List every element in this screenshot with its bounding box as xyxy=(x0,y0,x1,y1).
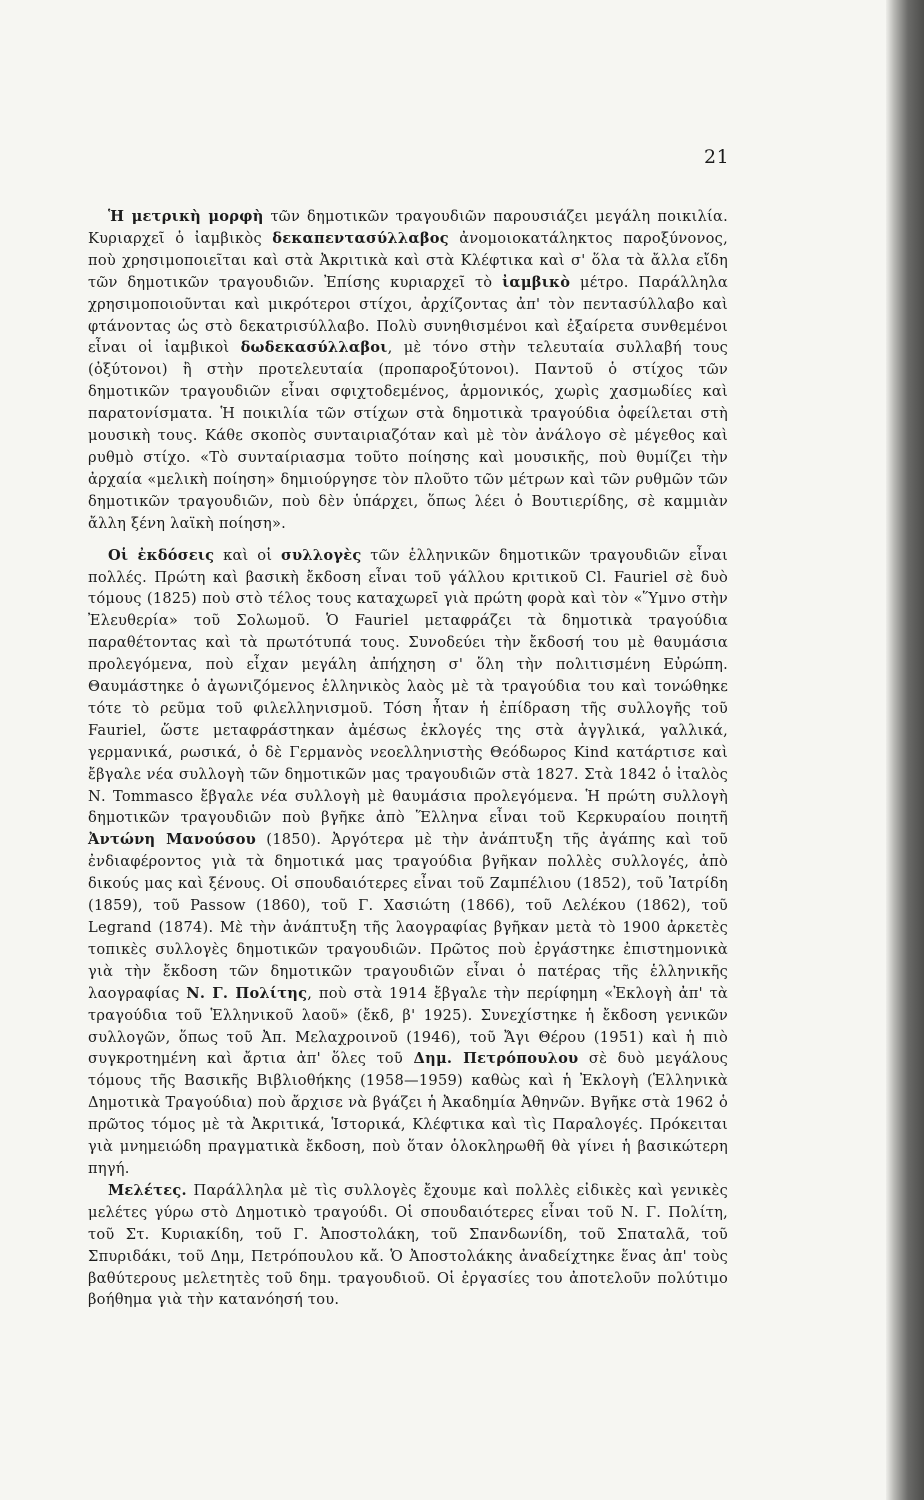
text-run: ἀνομοιοκατάληκτος παροξύνονος, ποὺ χρησιμοποιεῖται καὶ στὰ Ἀκριτικὰ καὶ στὰ Κλέφτικα καὶ σ' ὅλα τὰ ἄλλα εἴδη τῶν δημοτικῶν τραγουδιῶν. Ἐπίσης κυριαρχεῖ τὸ xyxy=(88,229,728,291)
bold-term: δεκαπεντασύλλαβος xyxy=(272,229,449,247)
text-run: σὲ δυὸ μεγάλους τόμους τῆς Βασικῆς Βιβλιοθήκης (1958—1959) καθὼς καὶ ἡ Ἐκλογὴ (Ἑλληνικὰ Δημοτικὰ Τραγούδια) ποὺ ἄρχισε νὰ βγάζει ἡ Ἀκαδημία Ἀθηνῶν. Βγῆκε στὰ 1962 ὁ πρῶτος τόμος μὲ τὰ Ἀκριτικά, Ἱστορικά, Κλέφτικα καὶ τὶς Παραλογές. Πρόκειται γιὰ μνημειώδη πραγματικὰ ἔκδοση, ποὺ ὅταν ὁλοκληρωθῆ θὰ γίνει ἡ βασικώτερη πηγή. xyxy=(88,1050,729,1177)
paragraph-metric-form xyxy=(88,206,728,535)
bold-term: δωδεκασύλλαβοι xyxy=(240,339,388,357)
text-run: , ποὺ στὰ 1914 ἔβγαλε τὴν περίφημη «Ἐκλογὴ ἀπ' τὰ τραγούδια τοῦ Ἑλληνικοῦ λαοῦ» (ἔκδ, β' 1925). Συνεχίστηκε ἡ ἔκδοση γενικῶν συλλογῶν, ὅπως τοῦ Ἀπ. Μελαχροινοῦ (1946), τοῦ Ἄγι Θέρου (1951) καὶ ἡ πιὸ συγκροτημένη καὶ ἄρτια ἀπ' ὅλες τοῦ xyxy=(88,984,729,1068)
paragraph-studies xyxy=(88,1180,728,1311)
bold-term: Ν. Γ. Πολίτης xyxy=(186,984,308,1002)
page-edge-shadow xyxy=(886,0,924,1500)
text-run: τῶν δημοτικῶν τραγουδιῶν παρουσιάζει μεγάλη ποικιλία. Κυριαρχεῖ ὁ ἰαμβικὸς xyxy=(88,208,728,247)
page-number: 21 xyxy=(704,146,730,168)
bold-term: Οἱ ἐκδόσεις xyxy=(108,546,215,564)
text-run: (1850). Ἀργότερα μὲ τὴν ἀνάπτυξη τῆς ἀγάπης καὶ τοῦ ἐνδιαφέροντος γιὰ τὰ δημοτικά μας τραγούδια βγῆκαν πολλὲς συλλογές, ἀπὸ δικούς μας καὶ ξένους. Οἱ σπουδαιότερες εἶναι τοῦ Ζαμπέλιου (1852), τοῦ Ἰατρίδη (1859), τοῦ Passow (1860), τοῦ Γ. Χασιώτη (1866), τοῦ Λελέκου (1862), τοῦ Legrand (1874). Μὲ τὴν ἀνάπτυξη τῆς λαογραφίας βγῆκαν μετὰ τὸ 1900 ἀρκετὲς τοπικὲς συλλογὲς δημοτικῶν τραγουδιῶν. Πρῶτος ποὺ ἐργάστηκε ἐπιστημονικὰ γιὰ τὴν ἔκδοση τῶν δημοτικῶν τραγουδιῶν εἶναι ὁ πατέρας τῆς ἑλληνικῆς λαογραφίας xyxy=(88,831,728,1002)
bold-term: Μελέτες. xyxy=(108,1181,187,1199)
bold-term: Δημ. Πετρόπουλου xyxy=(413,1050,579,1068)
bold-term: Ἡ μετρικὴ μορφὴ xyxy=(108,208,264,225)
text-run: , μὲ τόνο στὴν τελευταία συλλαβή τους (ὀξύτονοι) ἢ στὴν προτελευταία (προπαροξύτονοι). Παντοῦ ὁ στίχος τῶν δημοτικῶν τραγουδιῶν εἶναι σφιχτοδεμένος, ἁρμονικός, χωρὶς χασμωδίες καὶ παρατονίσματα. Ἡ ποικιλία τῶν στίχων στὰ δημοτικὰ τραγούδια ὀφείλεται στὴ μουσικὴ τους. Κάθε σκοπὸς συνταιριαζόταν καὶ μὲ τὸν ἀνάλογο σὲ μέγεθος καὶ ρυθμὸ στίχο. «Τὸ συνταίριασμα τοῦτο ποίησης καὶ μουσικῆς, ποὺ θυμίζει τὴν ἀρχαία «μελικὴ ποίηση» δημιούργησε τὸν πλοῦτο τῶν μέτρων καὶ τῶν ρυθμῶν τῶν δημοτικῶν τραγουδιῶν, ποὺ δὲν ὑπάρχει, ὅπως λέει ὁ Βουτιερίδης, σὲ καμμιὰν ἄλλη ξένη λαϊκὴ ποίηση». xyxy=(88,339,728,532)
text-run: καὶ οἱ xyxy=(214,546,282,564)
text-run: τῶν ἑλληνικῶν δημοτικῶν τραγουδιῶν εἶναι πολλές. Πρώτη καὶ βασικὴ ἔκδοση εἶναι τοῦ γάλλου κριτικοῦ Cl. Fauriel σὲ δυὸ τόμους (1825) ποὺ στὸ τέλος τους καταχωρεῖ γιὰ πρώτη φορὰ καὶ τὸν «Ὕμνο στὴν Ἐλευθερία» τοῦ Σολωμοῦ. Ὁ Fauriel μεταφράζει τὰ δημοτικὰ τραγούδια παραθέτοντας καὶ τὰ πρωτότυπά τους. Συνοδεύει τὴν ἔκδοσή του μὲ θαυμάσια προλεγόμενα, ποὺ εἶχαν μεγάλη ἀπήχηση σ' ὅλη τὴν πολιτισμένη Εὐρώπη. Θαυμάστηκε ὁ ἀγωνιζόμενος ἑλληνικὸς λαὸς μὲ τὰ τραγούδια του καὶ τονώθηκε τότε τὸ ρεῦμα τοῦ φιλελληνισμοῦ. Τόση ἦταν ἡ ἐπίδραση τῆς συλλογῆς τοῦ Fauriel, ὥστε μεταφράστηκαν ἀμέσως ἐκλογές της στὰ ἀγγλικά, γαλλικά, γερμανικά, ρωσικά, ὁ δὲ Γερμανὸς νεοελληνιστὴς Θεόδωρος Kind κατάρτισε καὶ ἔβγαλε νέα συλλογὴ τῶν δημοτικῶν μας τραγουδιῶν στὰ 1827. Στὰ 1842 ὁ ἰταλὸς Ν. Tommasco ἔβγαλε νέα συλλογὴ μὲ θαυμάσια προλεγόμενα. Ἡ πρώτη συλλογὴ δημοτικῶν τραγουδιῶν ποὺ βγῆκε ἀπὸ Ἕλληνα εἶναι τοῦ Κερκυραίου ποιητῆ xyxy=(88,546,729,827)
text-run: Παράλληλα μὲ τὶς συλλογὲς ἔχουμε καὶ πολλὲς εἰδικὲς καὶ γενικὲς μελέτες γύρω στὸ Δημοτικὸ τραγούδι. Οἱ σπουδαιότερες εἶναι τοῦ Ν. Γ. Πολίτη, τοῦ Στ. Κυριακίδη, τοῦ Γ. Ἀποστολάκη, τοῦ Σπανδωνίδη, τοῦ Σπαταλᾶ, τοῦ Σπυριδάκι, τοῦ Δημ, Πετρόπουλου κἄ. Ὁ Ἀποστολάκης ἀναδείχτηκε ἕνας ἀπ' τοὺς βαθύτερους μελετητὲς τοῦ δημ. τραγουδιοῦ. Οἱ ἐργασίες του ἀποτελοῦν πολύτιμο βοήθημα γιὰ τὴν κατανόησή του. xyxy=(88,1181,728,1309)
bold-term: Ἀντώνη Μανούσου xyxy=(88,831,257,849)
body-text xyxy=(88,206,728,1311)
bold-term: συλλογὲς xyxy=(281,546,362,564)
paragraph-editions xyxy=(88,545,728,1180)
text-run: μέτρο. Παράλληλα χρησιμοποιοῦνται καὶ μικρότεροι στίχοι, ἀρχίζοντας ἀπ' τὸν πεντασύλλαβο καὶ φτάνοντας ὡς στὸ δεκατρισύλλαβο. Πολὺ συνηθισμένοι καὶ ἐξαίρετα συνθεμένοι εἶναι οἱ ἰαμβικοὶ xyxy=(88,273,728,357)
bold-term: ἰαμβικὸ xyxy=(502,273,571,291)
